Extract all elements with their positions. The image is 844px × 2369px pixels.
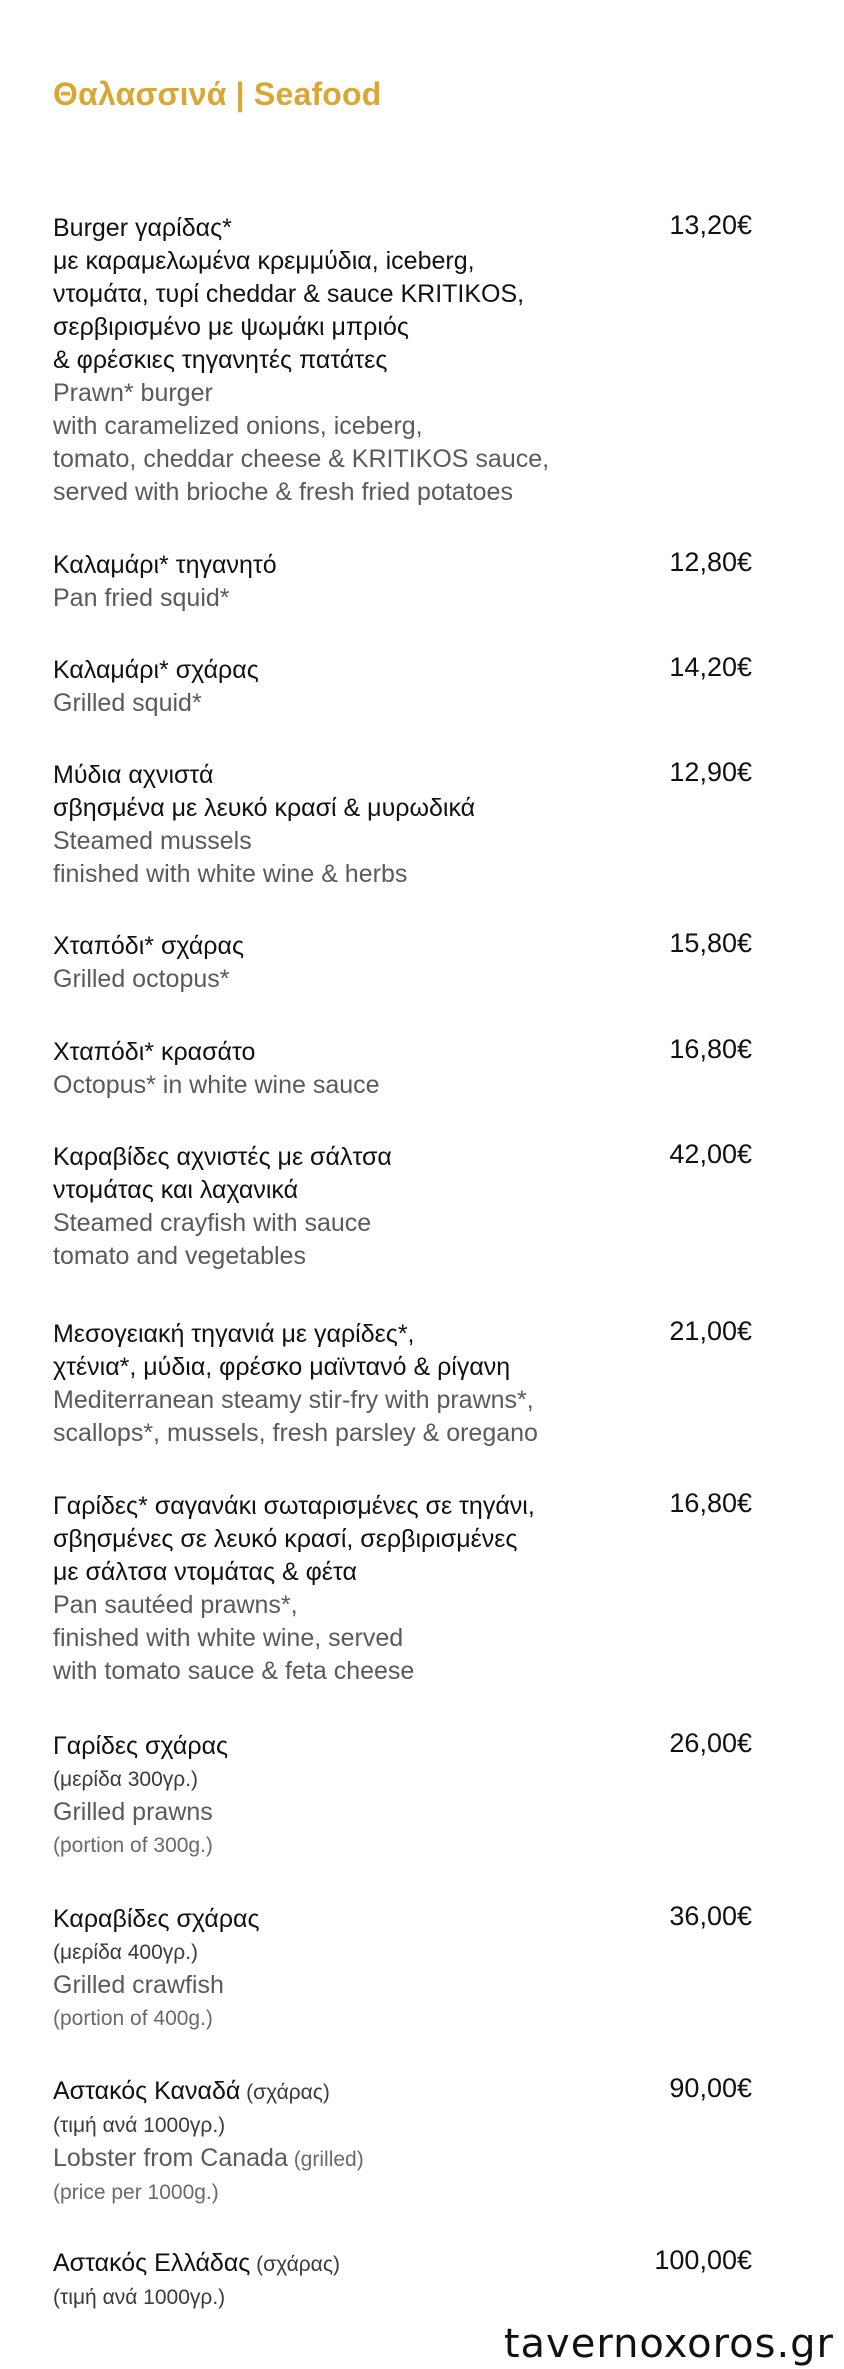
item-greek-text <box>53 549 753 582</box>
english-line: finished with white wine & herbs <box>53 860 408 888</box>
english-line: Grilled octopus* <box>53 965 230 993</box>
english-line: Steamed mussels <box>53 827 252 855</box>
item-greek-text <box>53 1490 753 1589</box>
greek-portion-note: (μερίδα 400γρ.) <box>53 1941 199 1964</box>
item-greek-text <box>53 1318 753 1384</box>
english-inline-note: (grilled) <box>287 2148 364 2171</box>
greek-line: ντομάτας και λαχανικά <box>53 1176 299 1204</box>
item-price: 100,00€ <box>654 2245 752 2275</box>
english-line: Pan sautéed prawns*, <box>53 1591 298 1619</box>
item-greek-text <box>53 1036 753 1069</box>
menu-item <box>53 2075 753 2209</box>
item-price: 36,00€ <box>669 1901 752 1931</box>
greek-line: με καραμελωμένα κρεμμύδια, iceberg, <box>53 247 475 275</box>
item-greek-text <box>53 1730 753 1796</box>
greek-portion-note: (τιμή ανά 1000γρ.) <box>53 2286 226 2309</box>
greek-line: με σάλτσα ντομάτας & φέτα <box>53 1558 357 1586</box>
item-price: 14,20€ <box>669 652 752 682</box>
greek-line: χτένια*, μύδια, φρέσκο μαϊντανό & ρίγανη <box>53 1353 511 1381</box>
greek-line: Αστακός Ελλάδας (σχάρας) <box>53 2249 340 2277</box>
item-english-text <box>53 1589 753 1688</box>
item-price: 16,80€ <box>669 1488 752 1518</box>
item-english-text <box>53 2142 753 2209</box>
greek-line: σερβιρισμένο με ψωμάκι μπριός <box>53 313 409 341</box>
greek-line: & φρέσκιες τηγανητές πατάτες <box>53 346 388 374</box>
greek-line: Χταπόδι* κρασάτο <box>53 1038 256 1066</box>
item-english-text <box>53 1384 753 1450</box>
english-line: Steamed crayfish with sauce <box>53 1209 372 1237</box>
english-line: Grilled prawns <box>53 1798 213 1826</box>
item-greek-text <box>53 654 753 687</box>
menu-item <box>53 654 753 720</box>
item-greek-text <box>53 1141 753 1207</box>
item-price: 21,00€ <box>669 1316 752 1346</box>
item-price: 12,80€ <box>669 547 752 577</box>
greek-line: Καραβίδες αχνιστές με σάλτσα <box>53 1143 392 1171</box>
item-price: 13,20€ <box>669 210 752 240</box>
item-greek-text <box>53 930 753 963</box>
greek-line: Καραβίδες σχάρας <box>53 1905 260 1933</box>
greek-line: ντομάτα, τυρί cheddar & sauce KRITIKOS, <box>53 280 525 308</box>
item-english-text <box>53 1796 753 1862</box>
greek-line: Γαρίδες σχάρας <box>53 1732 229 1760</box>
english-line: scallops*, mussels, fresh parsley & oregano <box>53 1419 538 1447</box>
menu-item <box>53 1490 753 1688</box>
item-english-text <box>53 1207 753 1273</box>
greek-inline-note: (σχάρας) <box>240 2081 330 2104</box>
english-line: Grilled squid* <box>53 689 202 717</box>
item-greek-text <box>53 2075 753 2142</box>
english-line: served with brioche & fresh fried potatoes <box>53 478 513 506</box>
english-portion-note: (portion of 400g.) <box>53 2007 213 2030</box>
english-line: Mediterranean steamy stir-fry with prawns*, <box>53 1386 534 1414</box>
item-price: 90,00€ <box>669 2073 752 2103</box>
english-line: Grilled crawfish <box>53 1971 224 1999</box>
menu-item <box>53 930 753 996</box>
site-watermark: tavernoxoros.gr <box>503 2321 834 2367</box>
menu-item <box>53 1318 753 1450</box>
item-english-text <box>53 582 753 615</box>
item-greek-text <box>53 2247 753 2314</box>
english-line: Pan fried squid* <box>53 584 230 612</box>
greek-line: Καλαμάρι* σχάρας <box>53 656 259 684</box>
item-greek-text <box>53 759 753 825</box>
greek-portion-note: (τιμή ανά 1000γρ.) <box>53 2114 226 2137</box>
item-price: 42,00€ <box>669 1139 752 1169</box>
item-english-text <box>53 963 753 996</box>
english-line: finished with white wine, served <box>53 1624 404 1652</box>
greek-line: Χταπόδι* σχάρας <box>53 932 245 960</box>
english-portion-note: (portion of 300g.) <box>53 1834 213 1857</box>
item-price: 15,80€ <box>669 928 752 958</box>
english-line: with caramelized onions, iceberg, <box>53 412 423 440</box>
english-portion-note: (price per 1000g.) <box>53 2181 219 2204</box>
english-line: Lobster from Canada (grilled) <box>53 2144 364 2172</box>
menu-item <box>53 1036 753 1102</box>
greek-line: Burger γαρίδας* <box>53 214 232 242</box>
english-line: Octopus* in white wine sauce <box>53 1071 380 1099</box>
item-price: 12,90€ <box>669 757 752 787</box>
greek-line: Μύδια αχνιστά <box>53 761 214 789</box>
english-line: Prawn* burger <box>53 379 213 407</box>
item-greek-text <box>53 1903 753 1969</box>
menu-item <box>53 1730 753 1862</box>
section-title: Θαλασσινά | Seafood <box>53 76 382 112</box>
item-english-text <box>53 825 753 891</box>
item-english-text <box>53 687 753 720</box>
menu-item <box>53 759 753 891</box>
menu-item <box>53 1141 753 1273</box>
item-english-text <box>53 1969 753 2035</box>
greek-line: σβησμένα με λευκό κρασί & μυρωδικά <box>53 794 476 822</box>
greek-portion-note: (μερίδα 300γρ.) <box>53 1768 199 1791</box>
greek-inline-note: (σχάρας) <box>250 2253 340 2276</box>
item-english-text <box>53 377 753 509</box>
greek-line: Καλαμάρι* τηγανητό <box>53 551 277 579</box>
greek-line: Αστακός Καναδά (σχάρας) <box>53 2077 330 2105</box>
english-line: tomato, cheddar cheese & KRITIKOS sauce, <box>53 445 550 473</box>
menu-item <box>53 1903 753 2035</box>
greek-line: Γαρίδες* σαγανάκι σωταρισμένες σε τηγάνι, <box>53 1492 535 1520</box>
item-english-text <box>53 1069 753 1102</box>
greek-line: Μεσογειακή τηγανιά με γαρίδες*, <box>53 1320 415 1348</box>
english-line: tomato and vegetables <box>53 1242 306 1270</box>
greek-line: σβησμένες σε λευκό κρασί, σερβιρισμένες <box>53 1525 518 1553</box>
menu-item <box>53 2247 753 2314</box>
menu-item <box>53 549 753 615</box>
item-price: 26,00€ <box>669 1728 752 1758</box>
menu-item <box>53 212 753 509</box>
item-greek-text <box>53 212 753 377</box>
english-line: with tomato sauce & feta cheese <box>53 1657 415 1685</box>
item-price: 16,80€ <box>669 1034 752 1064</box>
